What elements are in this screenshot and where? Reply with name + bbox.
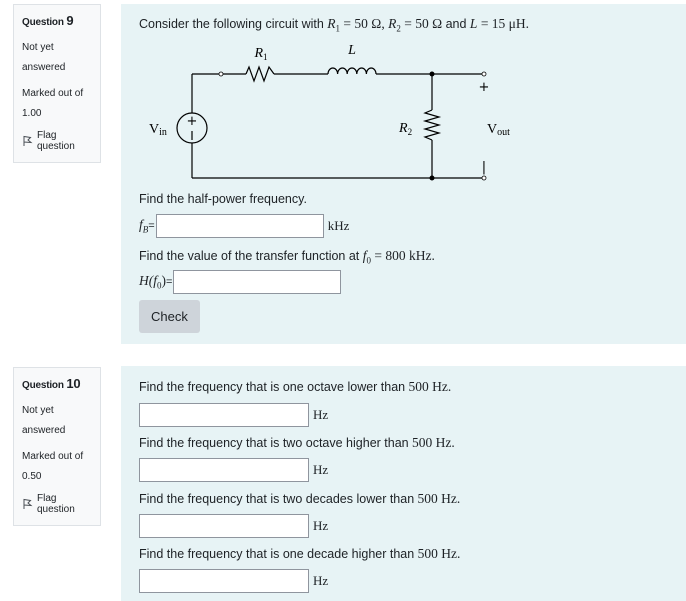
q10-part-4-row [139,569,328,593]
circuit-diagram [121,36,541,186]
f0-value: = 800 kHz. [371,248,435,263]
and-text: and [442,17,470,31]
flag-icon [22,135,34,147]
fb-unit: kHz [327,218,350,233]
question-grade: Marked out of 0.50 [22,451,84,482]
h-close: ) [161,273,166,289]
terminal-out-top [482,72,486,76]
label-r2: $R_2$ [399,121,413,137]
r1-expression [327,16,443,34]
terminal-left-top [219,72,223,76]
r1-symbol: R [327,16,336,31]
inductor-l [328,68,376,74]
q10-part-1-value: 500 Hz. [405,379,452,394]
question-number [22,13,92,28]
resistor-r1 [246,67,274,81]
question-info-10 [13,367,101,526]
q10-part-1-unit: Hz [313,407,329,422]
q10-part-1-text [139,379,451,395]
q10-part-4-intro: Find the frequency that is one decade higher than [139,547,415,561]
terminal-out-bottom [482,176,486,180]
q10-part-4-text [139,546,460,562]
r2-value: = 50 Ω [400,16,443,31]
q10-part-2-input[interactable] [139,458,309,482]
part1-text: Find the half-power frequency. [139,192,307,206]
h-input[interactable] [173,270,341,294]
label-l: L [348,43,356,58]
h-answer-row [139,270,341,294]
q10-part-3-unit: Hz [313,518,329,533]
l-expression [470,16,529,31]
label-r1: $R_1$ [254,46,268,62]
h-arg: (f [148,273,157,289]
fb-input[interactable] [156,214,324,238]
l-value: = 15 μH. [477,16,530,31]
label-out-minus: | [481,160,487,175]
q10-part-3-row [139,514,328,538]
question-info-9 [13,4,101,163]
h-label [139,273,166,291]
q10-part-2-text [139,435,455,451]
part2-intro: Find the value of the transfer function at [139,249,360,263]
question-content-10 [121,366,686,601]
fb-symbol: f [139,217,143,233]
q10-part-4-input[interactable] [139,569,309,593]
label-vout: Vout [487,122,510,138]
q10-part-2-unit: Hz [313,462,329,477]
r2-symbol: R [388,16,397,31]
q10-part-1-input[interactable] [139,403,309,427]
question-content-9 [121,4,686,344]
node-top [430,72,435,77]
flag-question-label: Flag question [37,130,75,152]
q10-part-4-value: 500 Hz. [414,546,461,561]
flag-icon [22,498,34,510]
intro-text: Consider the following circuit with [139,17,324,31]
fb-subscript: B [142,224,149,235]
q10-part-3-intro: Find the frequency that is two decades lower than [139,492,415,506]
label-vin: Vin [149,122,167,138]
fb-equals: = [148,220,155,232]
h-symbol: H [139,273,149,289]
h-arg-subscript: 0 [157,280,162,291]
question-state: Not yet answered [22,42,66,73]
r1-value: = 50 Ω, [340,16,389,31]
part2-text [139,248,435,266]
resistor-r2 [425,110,439,140]
question-label: Question [22,380,64,391]
question-state: Not yet answered [22,405,66,436]
fb-answer-row [139,214,349,238]
f0-expression [362,248,435,266]
label-out-plus: + [478,80,490,95]
q10-part-3-text [139,491,460,507]
flag-question-button[interactable] [22,493,92,515]
q10-part-4-unit: Hz [313,573,329,588]
question-grade: Marked out of 1.00 [22,88,84,119]
node-bottom [430,176,435,181]
r2-subscript: 2 [396,23,401,34]
q10-part-1-row [139,403,328,427]
q10-part-2-intro: Find the frequency that is two octave higher than [139,436,409,450]
l-symbol: L [469,16,478,31]
source-plus-sign: + [186,114,198,129]
q10-part-1-intro: Find the frequency that is one octave lower than [139,380,406,394]
f0-subscript: 0 [366,255,372,266]
question-label: Question [22,17,64,28]
flag-question-label: Flag question [37,493,75,515]
question-text [139,16,529,34]
check-button[interactable]: Check [139,300,200,333]
question-number [22,376,92,391]
question-number-value: 10 [66,376,81,391]
question-number-value: 9 [66,13,74,28]
h-equals: = [166,276,173,288]
fb-label [139,217,148,235]
q10-part-2-value: 500 Hz. [408,435,455,450]
q10-part-3-input[interactable] [139,514,309,538]
r1-subscript: 1 [335,23,341,34]
flag-question-button[interactable] [22,130,92,152]
q10-part-2-row [139,458,328,482]
f0-symbol: f [362,248,367,263]
q10-part-3-value: 500 Hz. [414,491,461,506]
